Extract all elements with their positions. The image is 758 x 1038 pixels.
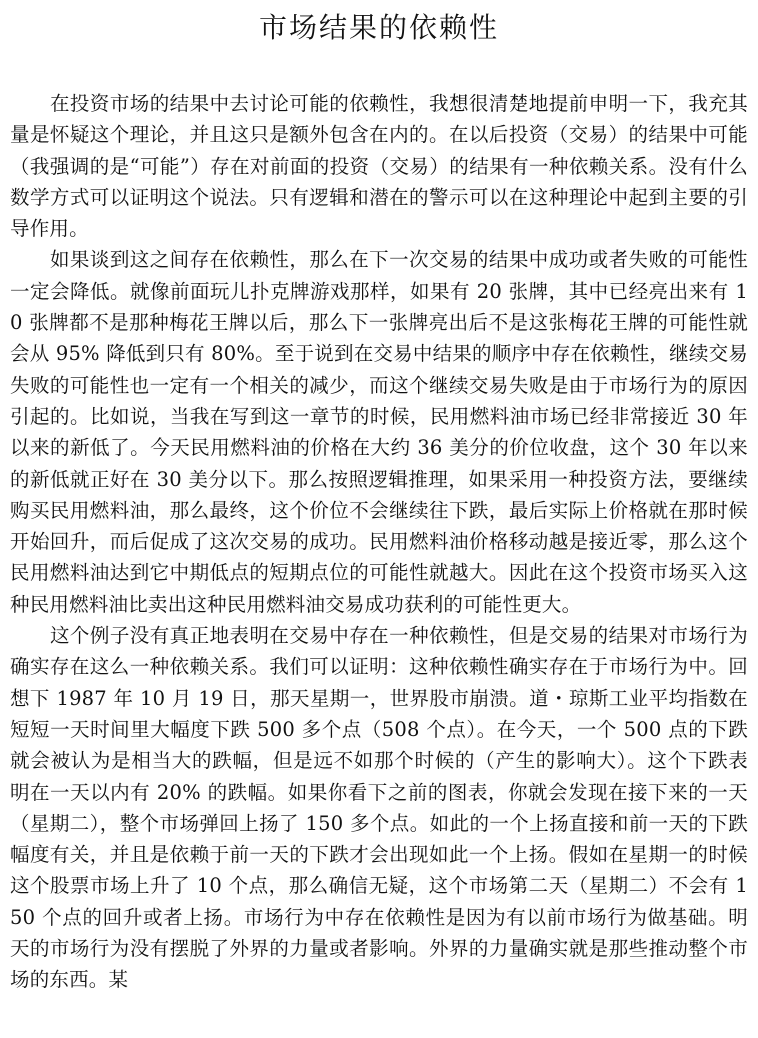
body-text: [10, 88, 748, 996]
paragraph: 这个例子没有真正地表明在交易中存在一种依赖性，但是交易的结果对市场行为确实存在这么一种依赖关系。我们可以证明：这种依赖性确实存在于市场行为中。回想下 1987 年 10 月 19 日，那天星期一，世界股市崩溃。道・琼斯工业平均指数在短短一天时间里大幅度下跌 500 多个点（508 个点）。在今天，一个 500 点的下跌就会被认为是相当大的跌幅，但是远不如那个时候的（产生的影响大）。这个下跌表明在一天以内有 20% 的跌幅。如果你看下之前的图表，你就会发现在接下来的一天（星期二），整个市场弹回上扬了 150 多个点。如此的一个上扬直接和前一天的下跌幅度有关，并且是依赖于前一天的下跌才会出现如此一个上扬。假如在星期一的时候这个股票市场上升了 10 个点，那么确信无疑，这个市场第二天（星期二）不会有 150 个点的回升或者上扬。市场行为中存在依赖性是因为有以前市场行为做基础。明天的市场行为没有摆脱了外界的力量或者影响。外界的力量确实就是那些推动整个市场的东西。某: [10, 624, 748, 992]
page-title: 市场结果的依赖性: [258, 11, 499, 44]
paragraph: 如果谈到这之间存在依赖性，那么在下一次交易的结果中成功或者失败的可能性一定会降低。就像前面玩儿扑克牌游戏那样，如果有 20 张牌，其中已经亮出来有 10 张牌都不是那种梅花王牌以后，那么下一张牌亮出后不是这张梅花王牌的可能性就会从 95% 降低到只有 80%。至于说到在交易中结果的顺序中存在依赖性，继续交易失败的可能性也一定有一个相关的减少，而这个继续交易失败是由于市场行为的原因引起的。比如说，当我在写到这一章节的时候，民用燃料油市场已经非常接近 30 年以来的新低了。今天民用燃料油的价格在大约 36 美分的价位收盘，这个 30 年以来的新低就正好在 30 美分以下。那么按照逻辑推理，如果采用一种投资方法，要继续购买民用燃料油，那么最终，这个价位不会继续往下跌，最后实际上价格就在那时候开始回升，而后促成了这次交易的成功。民用燃料油价格移动越是接近零，那么这个民用燃料油达到它中期低点的短期点位的可能性就越大。因此在这个投资市场买入这种民用燃料油比卖出这种民用燃料油交易成功获利的可能性更大。: [10, 248, 748, 616]
paragraph: 在投资市场的结果中去讨论可能的依赖性，我想很清楚地提前申明一下，我充其量是怀疑这个理论，并且这只是额外包含在内的。在以后投资（交易）的结果中可能（我强调的是“可能”）存在对前面的投资（交易）的结果有一种依赖关系。没有什么数学方式可以证明这个说法。只有逻辑和潜在的警示可以在这种理论中起到主要的引导作用。: [10, 92, 748, 241]
